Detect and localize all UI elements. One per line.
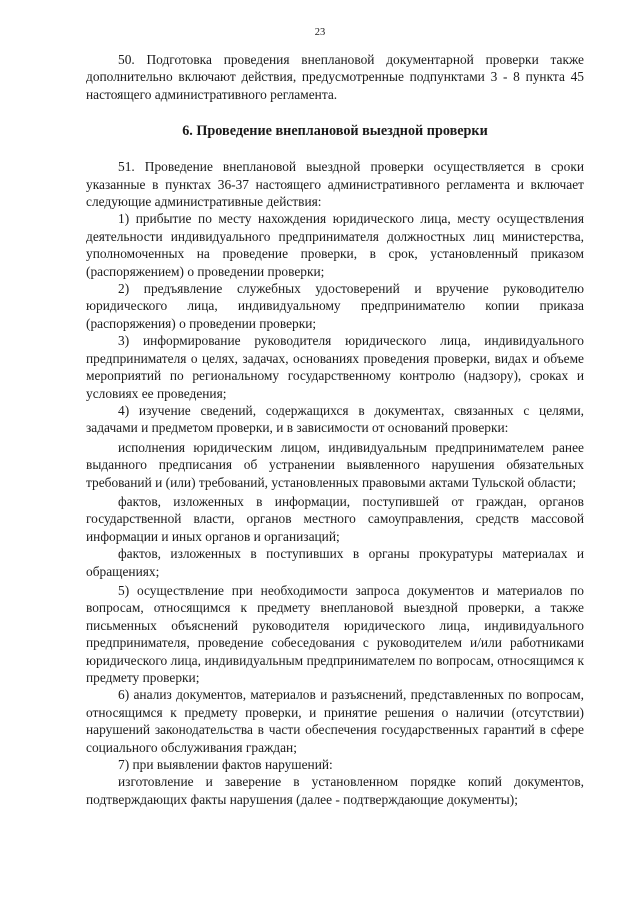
page-number: 23 — [314, 27, 326, 38]
sub-item-facts-information: фактов, изложенных в информации, поступившей от граждан, органов государственной власти, органов местного самоуправления, средств массовой информации и иных органов и организаций; — [86, 493, 584, 544]
list-item-5: 5) осуществление при необходимости запроса документов и материалов по вопросам, относящимся к предмету внеплановой выездной проверки, а также письменных объяснений руководителя юридического лица, индивидуального предпринимателя, проведение собеседования с руководителем и/или работниками юридического лица, индивидуальным предпринимателем по вопросам, относящимся к предмету проверки; — [86, 582, 584, 685]
list-item-1: 1) прибытие по месту нахождения юридического лица, месту осуществления деятельности индивидуального предпринимателя должностных лиц министерства, уполномоченных на проведение проверки, в срок, установленный приказом (распоряжением) о проведении проверки; — [86, 211, 584, 279]
paragraph-51: 51. Проведение внеплановой выездной проверки осуществляется в сроки указанные в пунктах 36-37 настоящего административного регламента и включает следующие административные действия: — [86, 159, 584, 210]
list-item-3: 3) информирование руководителя юридического лица, индивидуального предпринимателя о целях, задачах, основаниях проведения проверки, видах и объеме мероприятий по региональному государственному контролю (надзору), сроках и условиях ее проведения; — [86, 333, 584, 401]
paragraph-50: 50. Подготовка проведения внеплановой документарной проверки также дополнительно включают действия, предусмотренные подпунктами 3 - 8 пункта 45 настоящего административного регламента. — [86, 52, 584, 102]
section-heading: 6. Проведение внеплановой выездной проверки — [182, 123, 488, 140]
list-item-2: 2) предъявление служебных удостоверений и вручение руководителю юридического лица, индивидуальному предпринимателю копии приказа (распоряжения) о проведении проверки; — [86, 281, 584, 331]
sub-item-facts-prosecutor: фактов, изложенных в поступивших в органы прокуратуры материалах и обращениях; — [86, 546, 584, 579]
document-body — [86, 51, 584, 808]
sub-item-execution: исполнения юридическим лицом, индивидуальным предпринимателем ранее выданного предписания об устранении выявленного нарушения обязательных требований и (или) требований, установленных правовыми актами Тульской области; — [86, 439, 584, 490]
list-item-6: 6) анализ документов, материалов и разъяснений, представленных по вопросам, относящимся к предмету проверки, и принятие решения о наличии (отсутствии) нарушений законодательства в части обеспечения государственных гарантий в сфере социального обслуживания граждан; — [86, 687, 584, 755]
sub-item-copies: изготовление и заверение в установленном порядке копий документов, подтверждающих факты нарушения (далее - подтверждающие документы); — [86, 774, 584, 807]
list-item-7: 7) при выявлении фактов нарушений: — [118, 757, 333, 773]
list-item-4: 4) изучение сведений, содержащихся в документах, связанных с целями, задачами и предметом проверки, и в зависимости от оснований проверки: — [86, 402, 584, 436]
